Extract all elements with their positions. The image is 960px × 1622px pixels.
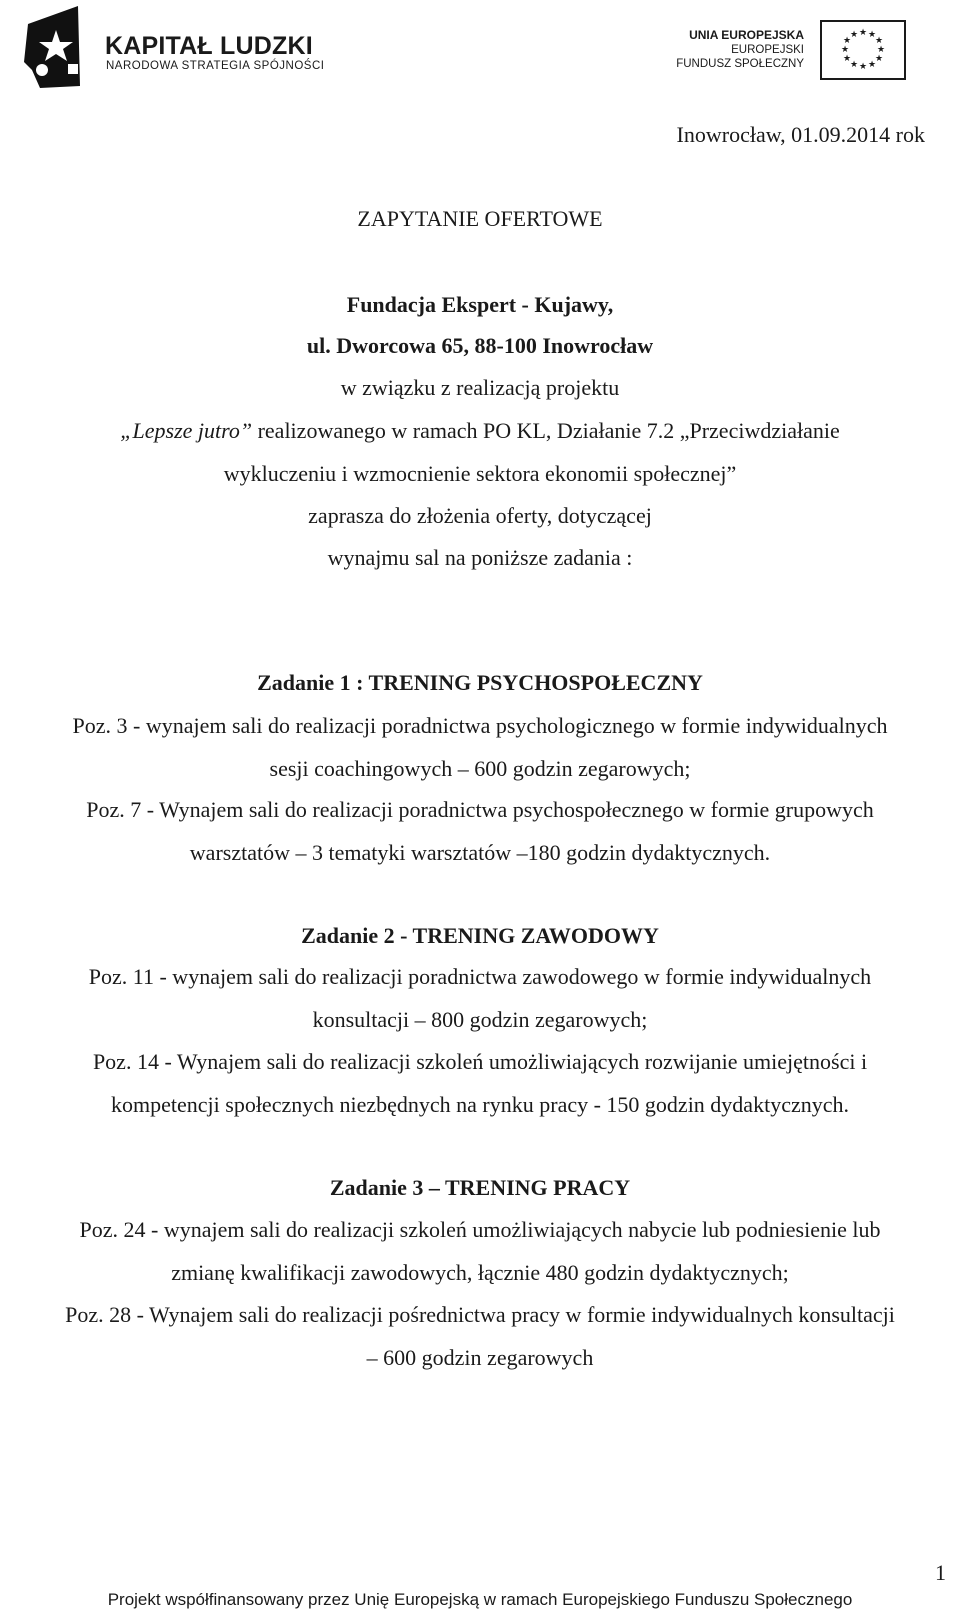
- task-1-line: warsztatów – 3 tematyki warsztatów –180 godzin dydaktycznych.: [189, 840, 771, 865]
- svg-text:★: ★: [842, 36, 852, 46]
- task-2-line: kompetencji społecznych niezbędnych na rynku pracy - 150 godzin dydaktycznych.: [111, 1092, 849, 1117]
- task-2-heading: Zadanie 2 - TRENING ZAWODOWY: [301, 923, 659, 948]
- kapital-ludzki-subtitle: NARODOWA STRATEGIA SPÓJNOŚCI: [106, 60, 325, 72]
- svg-text:★: ★: [858, 28, 868, 38]
- svg-text:★: ★: [876, 45, 886, 55]
- task-1-heading: Zadanie 1 : TRENING PSYCHOSPOŁECZNY: [257, 670, 703, 695]
- svg-text:★: ★: [867, 30, 877, 40]
- task-2-line: Poz. 14 - Wynajem sali do realizacji szkoleń umożliwiających rozwijanie umiejętności i: [92, 1049, 868, 1074]
- task-3-heading: Zadanie 3 – TRENING PRACY: [329, 1175, 631, 1200]
- task-1-line: Poz. 7 - Wynajem sali do realizacji poradnictwa psychospołecznego w formie grupowych: [86, 797, 874, 822]
- intro-line-4: zaprasza do złożenia oferty, dotyczącej: [308, 503, 652, 528]
- task-1-line: sesji coachingowych – 600 godzin zegarowych;: [269, 756, 691, 781]
- svg-text:★: ★: [874, 54, 884, 64]
- svg-text:★: ★: [867, 60, 877, 70]
- task-2-line: konsultacji – 800 godzin zegarowych;: [312, 1007, 648, 1032]
- svg-text:★: ★: [874, 36, 884, 46]
- svg-text:★: ★: [849, 60, 859, 70]
- ue-line2: EUROPEJSKI: [731, 43, 804, 56]
- intro-line-2: [0, 418, 960, 444]
- task-3-line: – 600 godzin zegarowych: [366, 1345, 594, 1370]
- page-number: 1: [935, 1560, 946, 1585]
- ue-line3: FUNDUSZ SPOŁECZNY: [676, 58, 804, 70]
- svg-text:★: ★: [858, 62, 868, 72]
- svg-text:★: ★: [849, 30, 859, 40]
- task-2-line: Poz. 11 - wynajem sali do realizacji poradnictwa zawodowego w formie indywidualnych: [88, 964, 872, 989]
- organization-name: Fundacja Ekspert - Kujawy,: [346, 292, 614, 317]
- ue-line1: UNIA EUROPEJSKA: [689, 28, 804, 42]
- project-name: „Lepsze jutro”: [120, 418, 253, 443]
- task-3-line: Poz. 28 - Wynajem sali do realizacji pośrednictwa pracy w formie indywidualnych konsultacji: [65, 1302, 895, 1327]
- intro-line-5: wynajmu sal na poniższe zadania :: [327, 545, 633, 570]
- intro-line-1: w związku z realizacją projektu: [340, 375, 620, 400]
- footer-text: Projekt współfinansowany przez Unię Europejską w ramach Europejskiego Funduszu Społecznego: [107, 1590, 853, 1609]
- task-3-line: zmianę kwalifikacji zawodowych, łącznie 480 godzin dydaktycznych;: [171, 1260, 789, 1285]
- intro-line-2-rest: realizowanego w ramach PO KL, Działanie 7.2 „Przeciwdziałanie: [252, 418, 840, 443]
- task-3-line: Poz. 24 - wynajem sali do realizacji szkoleń umożliwiających nabycie lub podniesienie lub: [79, 1217, 881, 1242]
- svg-text:★: ★: [842, 54, 852, 64]
- place-date: Inowrocław, 01.09.2014 rok: [676, 122, 925, 147]
- document-title: ZAPYTANIE OFERTOWE: [357, 206, 603, 231]
- organization-address: ul. Dworcowa 65, 88-100 Inowrocław: [306, 333, 654, 358]
- kapital-ludzki-title: KAPITAŁ LUDZKI: [105, 32, 313, 60]
- eu-flag-icon: [820, 20, 906, 80]
- task-1-line: Poz. 3 - wynajem sali do realizacji poradnictwa psychologicznego w formie indywidualnych: [72, 713, 888, 738]
- intro-line-3: wykluczeniu i wzmocnienie sektora ekonomii społecznej”: [223, 461, 737, 486]
- ue-logo-text: [676, 28, 804, 72]
- svg-text:★: ★: [840, 45, 850, 55]
